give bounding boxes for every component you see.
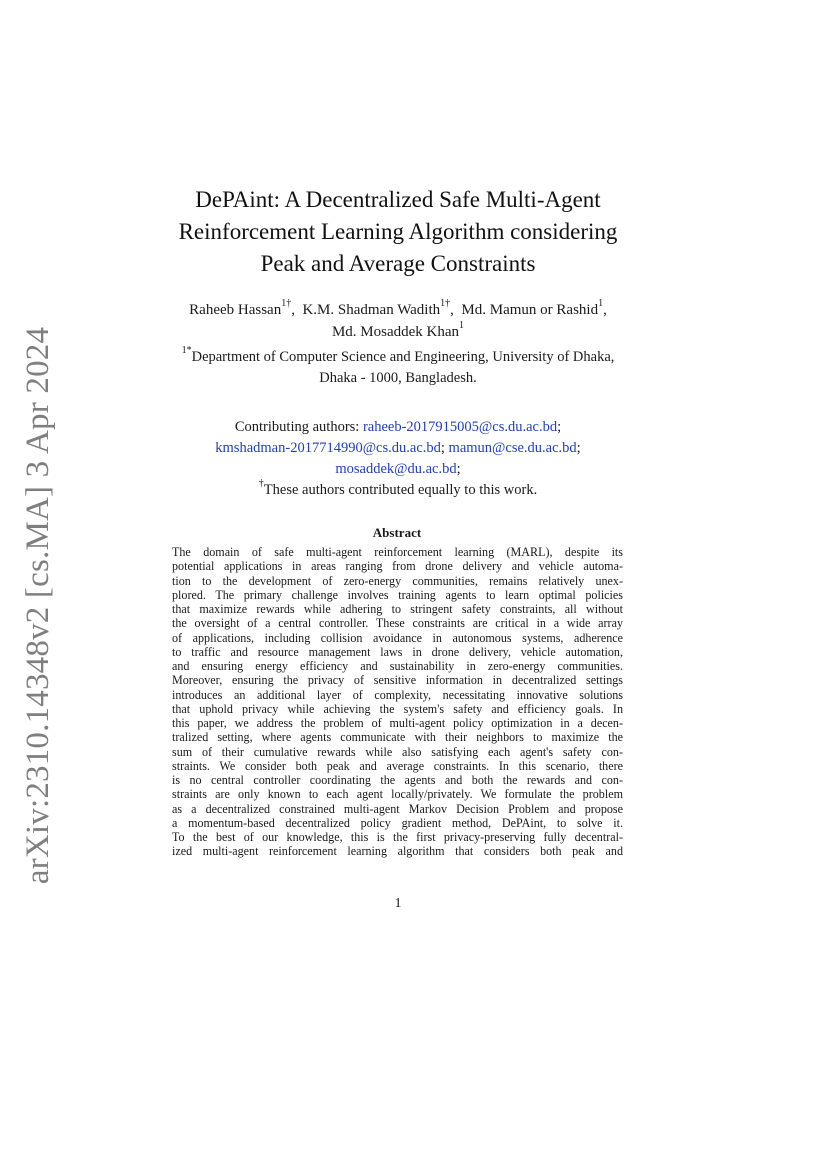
affiliation [120, 347, 676, 389]
email-separator: ; [440, 440, 445, 456]
author-affil-mark: 1† [440, 298, 451, 309]
abstract-heading: Abstract [372, 525, 422, 540]
equal-contribution-mark: † [258, 478, 264, 490]
affiliation-mark: 1* [181, 345, 192, 357]
abstract-line: tralized setting, where agents communicate with their neighbors to maximize the [172, 730, 623, 745]
abstract-line: potential applications in areas ranging from drone delivery and vehicle automa- [172, 559, 623, 574]
title-line: DePAint: A Decentralized Safe Multi-Agent [195, 187, 601, 212]
abstract-line: is no central controller coordinating the agents and both the rewards and con- [172, 773, 623, 787]
author-name: Md. Mosaddek Khan [331, 324, 460, 340]
abstract-line: as a decentralized constrained multi-agent Markov Decision Problem and propose [172, 801, 623, 816]
email-link[interactable]: raheeb-2017915005@cs.du.ac.bd [362, 419, 558, 435]
author-name: Md. Mamun or Rashid [461, 302, 599, 318]
abstract-line: and ensuring energy efficiency and sustainability in zero-energy communities. [172, 659, 623, 673]
email-link[interactable]: mosaddek@du.ac.bd [335, 461, 457, 477]
author-affil-mark: 1 [459, 320, 465, 331]
author-affil-mark: 1 [598, 298, 604, 309]
affiliation-line: Department of Computer Science and Engineering, University of Dhaka, [191, 349, 615, 365]
author-affil-mark: 1† [281, 298, 292, 309]
abstract-line: that uphold privacy while achieving the system's safety and efficiency goals. In [172, 701, 623, 716]
abstract-line: sum of their cumulative rewards while also satisfying each agent's safety con- [172, 744, 623, 759]
abstract-line: that maximize rewards while adhering to stringent safety constraints, all without [172, 602, 623, 616]
abstract-line: introduces an additional layer of complexity, necessitating innovative solutions [172, 687, 623, 702]
arxiv-identifier-text: arXiv:2310.14348v2 [cs.MA] 3 Apr 2024 [20, 326, 57, 884]
abstract-line: of applications, including collision avoidance in autonomous systems, adherence [172, 630, 623, 645]
abstract-line: plored. The primary challenge involves training agents to learn optimal policies [172, 587, 623, 602]
author-list: Raheeb Hassan$^{1\dagger}$, K.M. Shadman Wadith$^{1\dagger}$, Md. Mamun or Rashid$^1$, Md. Mosaddek Khan$^1$ [189, 298, 607, 340]
contributing-label: Contributing authors: [234, 419, 360, 435]
title-line: Peak and Average Constraints [260, 251, 536, 276]
abstract-line: to traffic and resource management laws in drone delivery, vehicle automation, [172, 644, 623, 659]
affiliation-line: Dhaka - 1000, Bangladesh. [319, 370, 477, 386]
abstract-line: a momentum-based decentralized policy gradient method, DePAint, to solve it. [172, 815, 623, 830]
equal-contribution-note: These authors contributed equally to this work. [263, 482, 538, 498]
contributing-authors [120, 417, 676, 501]
email-separator: ; [456, 461, 461, 477]
abstract-line: To the best of our knowledge, this is the first privacy-preserving fully decentral- [172, 830, 623, 844]
abstract-line: tion to the development of zero-energy communities, remains relatively unex- [172, 573, 623, 588]
email-separator: ; [557, 419, 562, 435]
arxiv-identifier [13, 326, 65, 884]
abstract-line: straints are only known to each agent locally/privately. We formulate the problem [172, 787, 623, 802]
abstract-line: the oversight of a central controller. These constraints are critical in a wide array [172, 616, 623, 631]
abstract-line: Moreover, ensuring the privacy of sensitive information in decentralized settings [172, 673, 623, 688]
abstract-line: ized multi-agent reinforcement learning algorithm that considers both peak and [172, 844, 623, 859]
abstract-line: straints. We consider both peak and average constraints. In this scenario, there [172, 758, 623, 773]
paper-title [120, 184, 676, 280]
author-name: K.M. Shadman Wadith [302, 302, 441, 318]
abstract-body [172, 545, 623, 859]
abstract-line: The domain of safe multi-agent reinforcement learning (MARL), despite its [172, 545, 623, 559]
email-separator: ; [576, 440, 581, 456]
email-link[interactable]: mamun@cse.du.ac.bd [448, 440, 577, 456]
abstract-line: this paper, we address the problem of multi-agent policy optimization in a decen- [172, 716, 623, 730]
title-line: Reinforcement Learning Algorithm considering [178, 219, 618, 244]
author-name: Raheeb Hassan [189, 302, 282, 318]
page-number: 1 [394, 896, 402, 911]
email-link[interactable]: kmshadman-2017714990@cs.du.ac.bd [215, 440, 441, 456]
